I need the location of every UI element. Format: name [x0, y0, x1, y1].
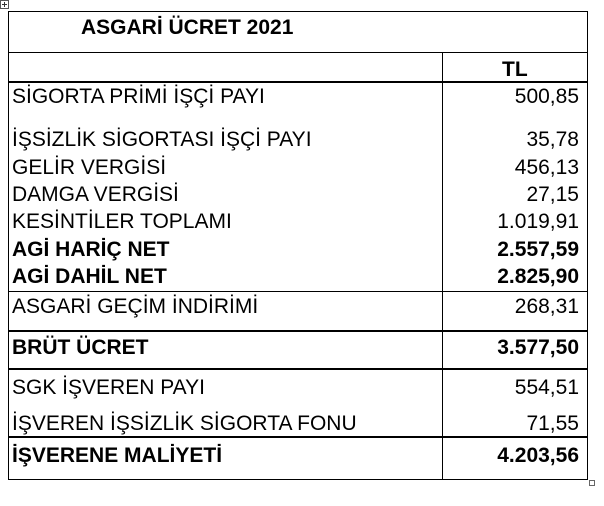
row-label-damga-vergisi: DAMGA VERGİSİ — [12, 183, 179, 206]
minimum-wage-table — [8, 11, 588, 480]
divider — [9, 52, 587, 53]
row-value-issizlik-sigortasi: 35,78 — [526, 128, 579, 151]
table-move-handle-icon[interactable] — [0, 0, 9, 9]
table-resize-handle-icon[interactable] — [589, 480, 595, 486]
row-label-kesintiler-toplami: KESİNTİLER TOPLAMI — [12, 210, 232, 233]
row-label-agi-dahil-net: AGİ DAHİL NET — [12, 265, 167, 288]
divider — [9, 81, 587, 83]
row-value-isveren-issizlik-fonu: 71,55 — [526, 412, 579, 435]
row-label-sgk-isveren-payi: SGK İŞVEREN PAYI — [12, 376, 205, 399]
table-title: ASGARİ ÜCRET 2021 — [81, 16, 294, 39]
row-label-agi-haric-net: AGİ HARİÇ NET — [12, 238, 170, 261]
row-value-asgari-gecim-indirimi: 268,31 — [514, 295, 579, 318]
currency-header: TL — [502, 58, 528, 81]
row-value-gelir-vergisi: 456,13 — [514, 156, 579, 179]
row-value-agi-haric-net: 2.557,59 — [497, 238, 579, 261]
row-label-issizlik-sigortasi: İŞSİZLİK SİGORTASI İŞÇİ PAYI — [12, 128, 312, 151]
row-label-gelir-vergisi: GELİR VERGİSİ — [12, 156, 167, 179]
divider — [9, 368, 587, 370]
row-value-agi-dahil-net: 2.825,90 — [497, 265, 579, 288]
column-divider — [442, 52, 443, 479]
row-label-asgari-gecim-indirimi: ASGARİ GEÇİM İNDİRİMİ — [12, 295, 259, 318]
row-value-damga-vergisi: 27,15 — [526, 183, 579, 206]
row-value-sgk-isveren-payi: 554,51 — [514, 376, 579, 399]
row-label-isveren-issizlik-fonu: İŞVEREN İŞSİZLİK SİGORTA FONU — [12, 412, 357, 435]
row-value-brut-ucret: 3.577,50 — [497, 336, 579, 359]
row-value-kesintiler-toplami: 1.019,91 — [497, 210, 579, 233]
row-label-sigorta-primi: SİGORTA PRİMİ İŞÇİ PAYI — [12, 85, 265, 108]
row-value-isverene-maliyeti: 4.203,56 — [497, 444, 579, 467]
divider — [9, 291, 587, 292]
row-value-sigorta-primi: 500,85 — [514, 85, 579, 108]
row-label-isverene-maliyeti: İŞVERENE MALİYETİ — [12, 444, 223, 467]
divider — [9, 436, 587, 438]
divider — [9, 330, 587, 332]
row-label-brut-ucret: BRÜT ÜCRET — [12, 336, 149, 359]
